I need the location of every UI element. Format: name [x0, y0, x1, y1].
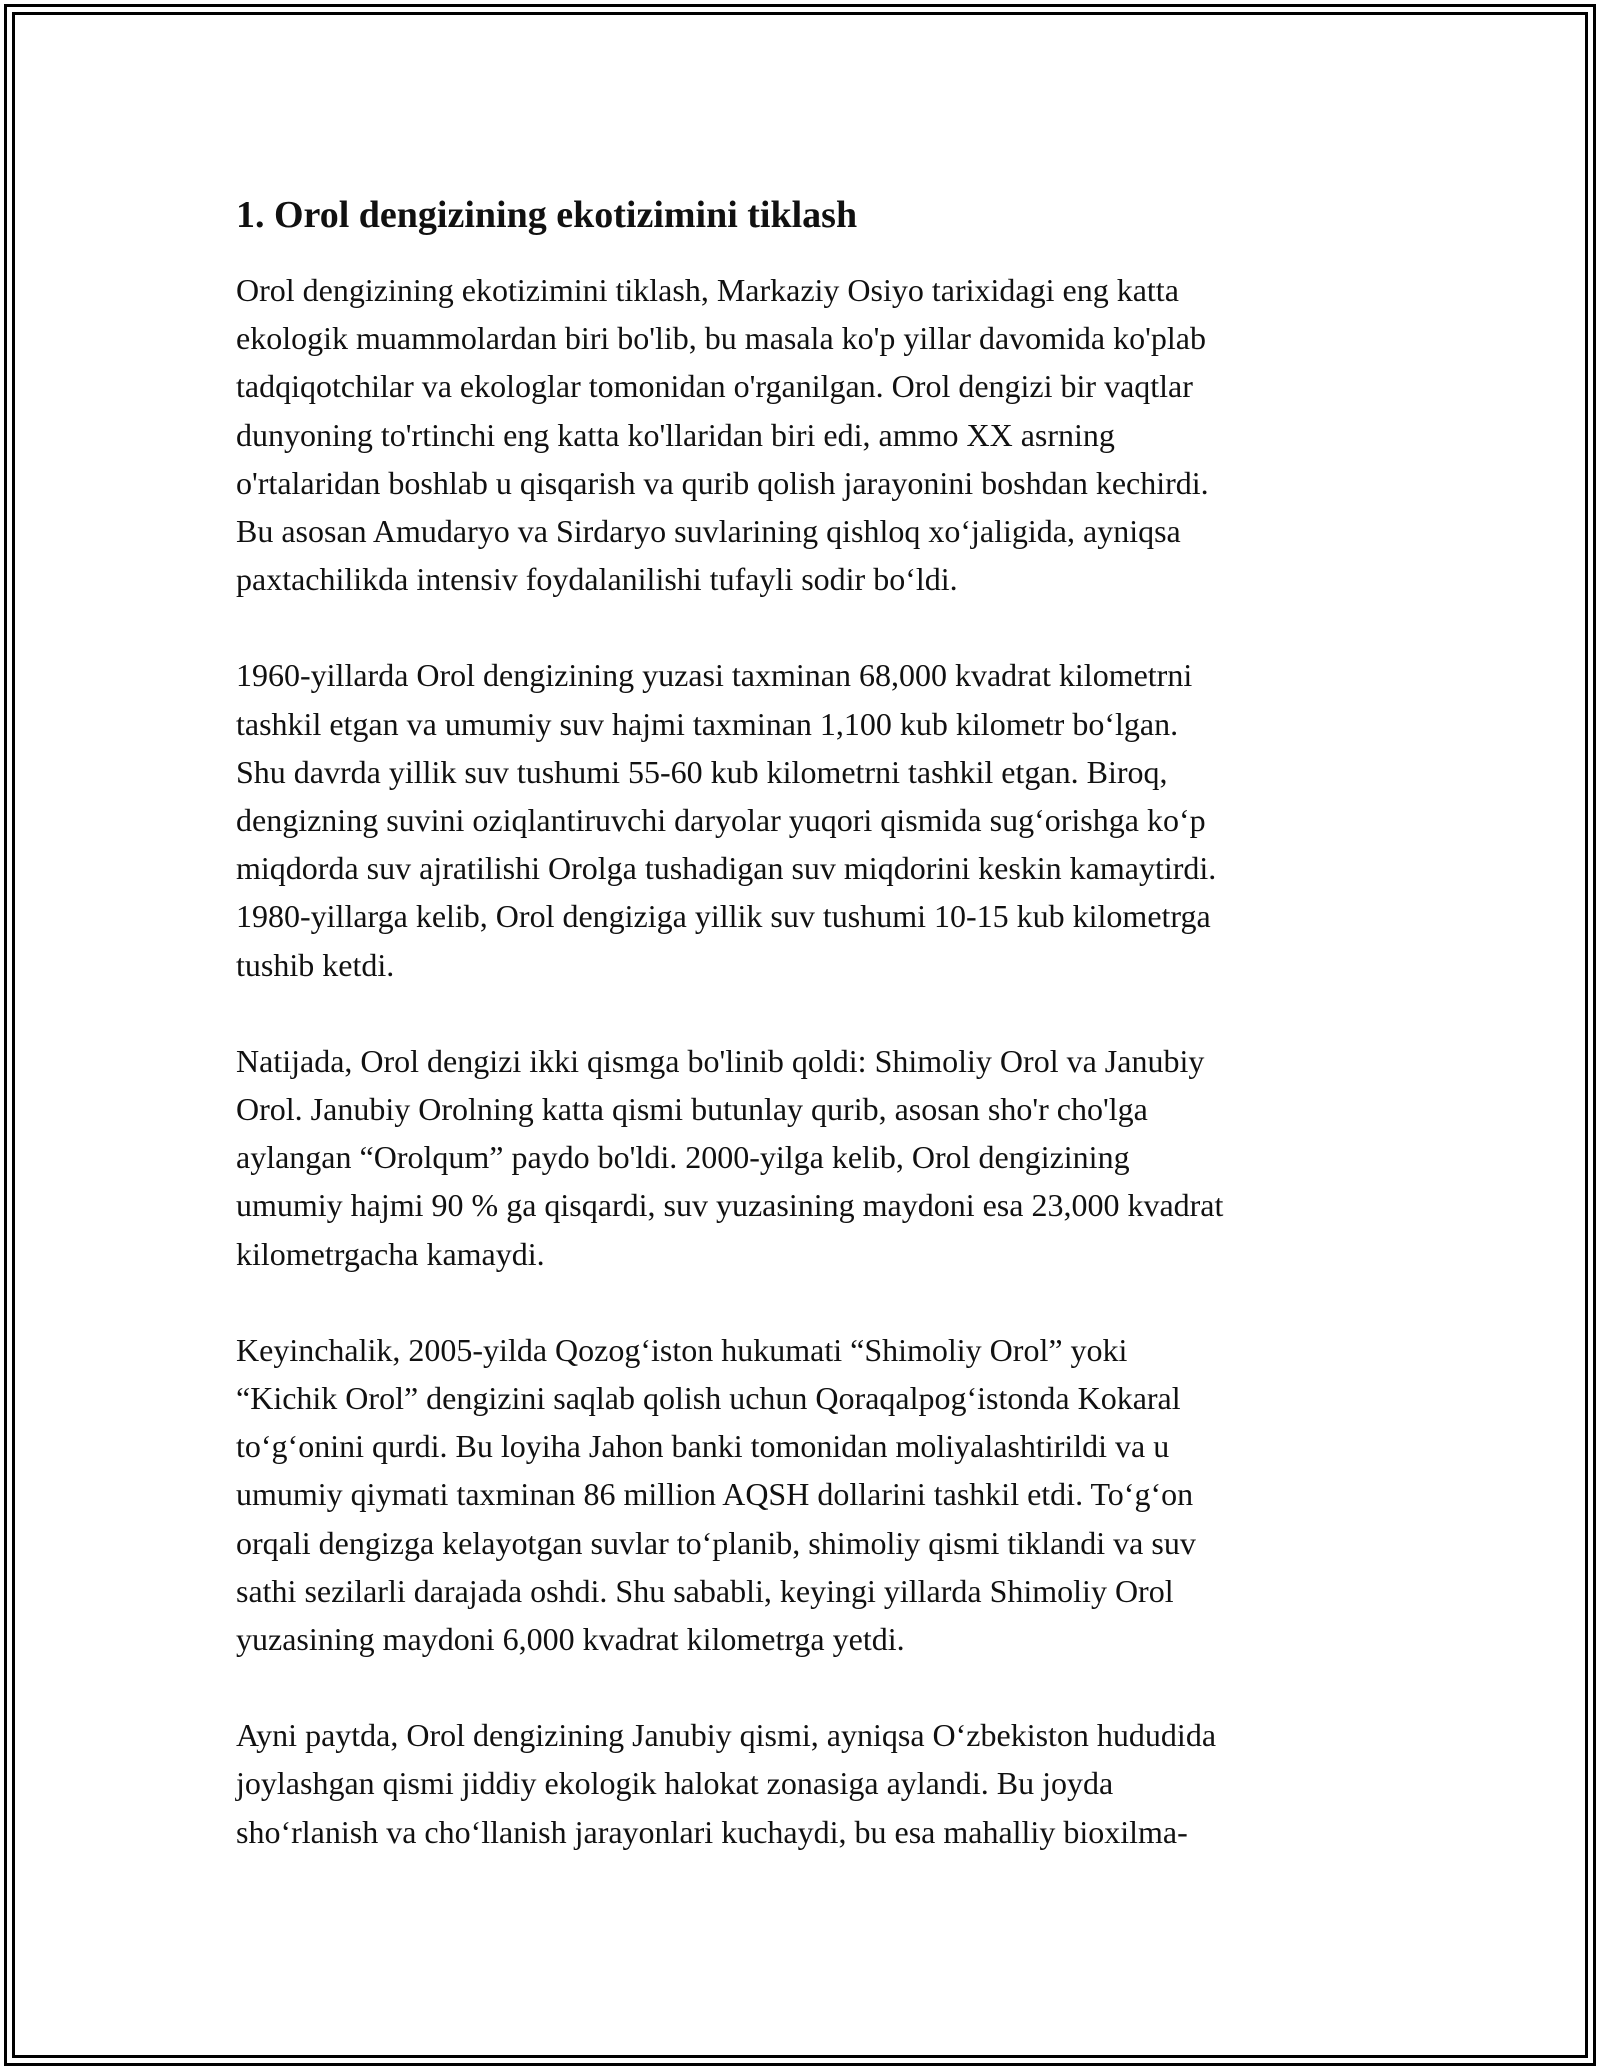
text-line: Ayni paytda, Orol dengizining Janubiy qismi, ayniqsa O‘zbekiston hududida: [236, 1717, 1217, 1754]
text-line: dunyoning to'rtinchi eng katta ko'llaridan biri edi, ammo XX asrning: [236, 416, 1115, 453]
document-body: [236, 188, 1386, 1856]
text-line: tashkil etgan va umumiy suv hajmi taxminan 1,100 kub kilometr bo‘lgan.: [236, 705, 1179, 742]
paragraph-1: [236, 266, 1386, 603]
text-line: Shu davrda yillik suv tushumi 55-60 kub kilometrni tashkil etgan. Biroq,: [236, 753, 1168, 790]
text-line: Keyinchalik, 2005-yilda Qozog‘iston hukumati “Shimoliy Orol” yoki: [236, 1331, 1128, 1368]
text-line: joylashgan qismi jiddiy ekologik halokat zonasiga aylandi. Bu joyda: [236, 1765, 1114, 1802]
paragraph-5: [236, 1711, 1386, 1856]
text-line: dengizning suvini oziqlantiruvchi daryolar yuqori qismida sug‘orishga ko‘p: [236, 802, 1206, 839]
text-line: 1980-yillarga kelib, Orol dengiziga yillik suv tushumi 10-15 kub kilometrga: [236, 898, 1211, 935]
paragraph-2: [236, 651, 1386, 988]
text-line: miqdorda suv ajratilishi Orolga tushadigan suv miqdorini keskin kamaytirdi.: [236, 850, 1217, 887]
text-line: sathi sezilarli darajada oshdi. Shu sababli, keyingi yillarda Shimoliy Orol: [236, 1572, 1174, 1609]
text-line: umumiy qiymati taxminan 86 million AQSH dollarini tashkil etdi. To‘g‘on: [236, 1476, 1194, 1513]
text-line: umumiy hajmi 90 % ga qisqardi, suv yuzasining maydoni esa 23,000 kvadrat: [236, 1187, 1224, 1224]
text-line: Orol dengizining ekotizimini tiklash, Markaziy Osiyo tarixidagi eng katta: [236, 272, 1179, 308]
section-heading: 1. Orol dengizining ekotizimini tiklash: [236, 194, 858, 236]
text-line: aylangan “Orolqum” paydo bo'ldi. 2000-yilga kelib, Orol dengizining: [236, 1139, 1130, 1176]
text-line: paxtachilikda intensiv foydalanilishi tufayli sodir bo‘ldi.: [236, 561, 958, 598]
paragraph-4: [236, 1326, 1386, 1663]
text-line: “Kichik Orol” dengizini saqlab qolish uchun Qoraqalpog‘istonda Kokaral: [236, 1380, 1181, 1417]
text-line: Bu asosan Amudaryo va Sirdaryo suvlarining qishloq xo‘jaligida, ayniqsa: [236, 513, 1181, 550]
text-line: tadqiqotchilar va ekologlar tomonidan o'rganilgan. Orol dengizi bir vaqtlar: [236, 368, 1193, 405]
paragraph-3: [236, 1037, 1386, 1278]
text-line: kilometrgacha kamaydi.: [236, 1235, 545, 1272]
text-line: o'rtalaridan boshlab u qisqarish va qurib qolish jarayonini boshdan kechirdi.: [236, 464, 1209, 501]
text-line: sho‘rlanish va cho‘llanish jarayonlari kuchaydi, bu esa mahalliy bioxilma-: [236, 1813, 1188, 1850]
text-line: 1960-yillarda Orol dengizining yuzasi taxminan 68,000 kvadrat kilometrni: [236, 657, 1193, 694]
text-line: yuzasining maydoni 6,000 kvadrat kilometrga yetdi.: [236, 1621, 905, 1658]
text-line: orqali dengizga kelayotgan suvlar to‘planib, shimoliy qismi tiklandi va suv: [236, 1524, 1196, 1561]
text-line: ekologik muammolardan biri bo'lib, bu masala ko'p yillar davomida ko'plab: [236, 320, 1206, 357]
text-line: tushib ketdi.: [236, 946, 395, 983]
text-line: to‘g‘onini qurdi. Bu loyiha Jahon banki tomonidan moliyalashtirildi va u: [236, 1428, 1170, 1465]
text-line: Orol. Janubiy Orolning katta qismi butunlay qurib, asosan sho'r cho'lga: [236, 1091, 1148, 1128]
text-line: Natijada, Orol dengizi ikki qismga bo'linib qoldi: Shimoliy Orol va Janubiy: [236, 1042, 1205, 1079]
